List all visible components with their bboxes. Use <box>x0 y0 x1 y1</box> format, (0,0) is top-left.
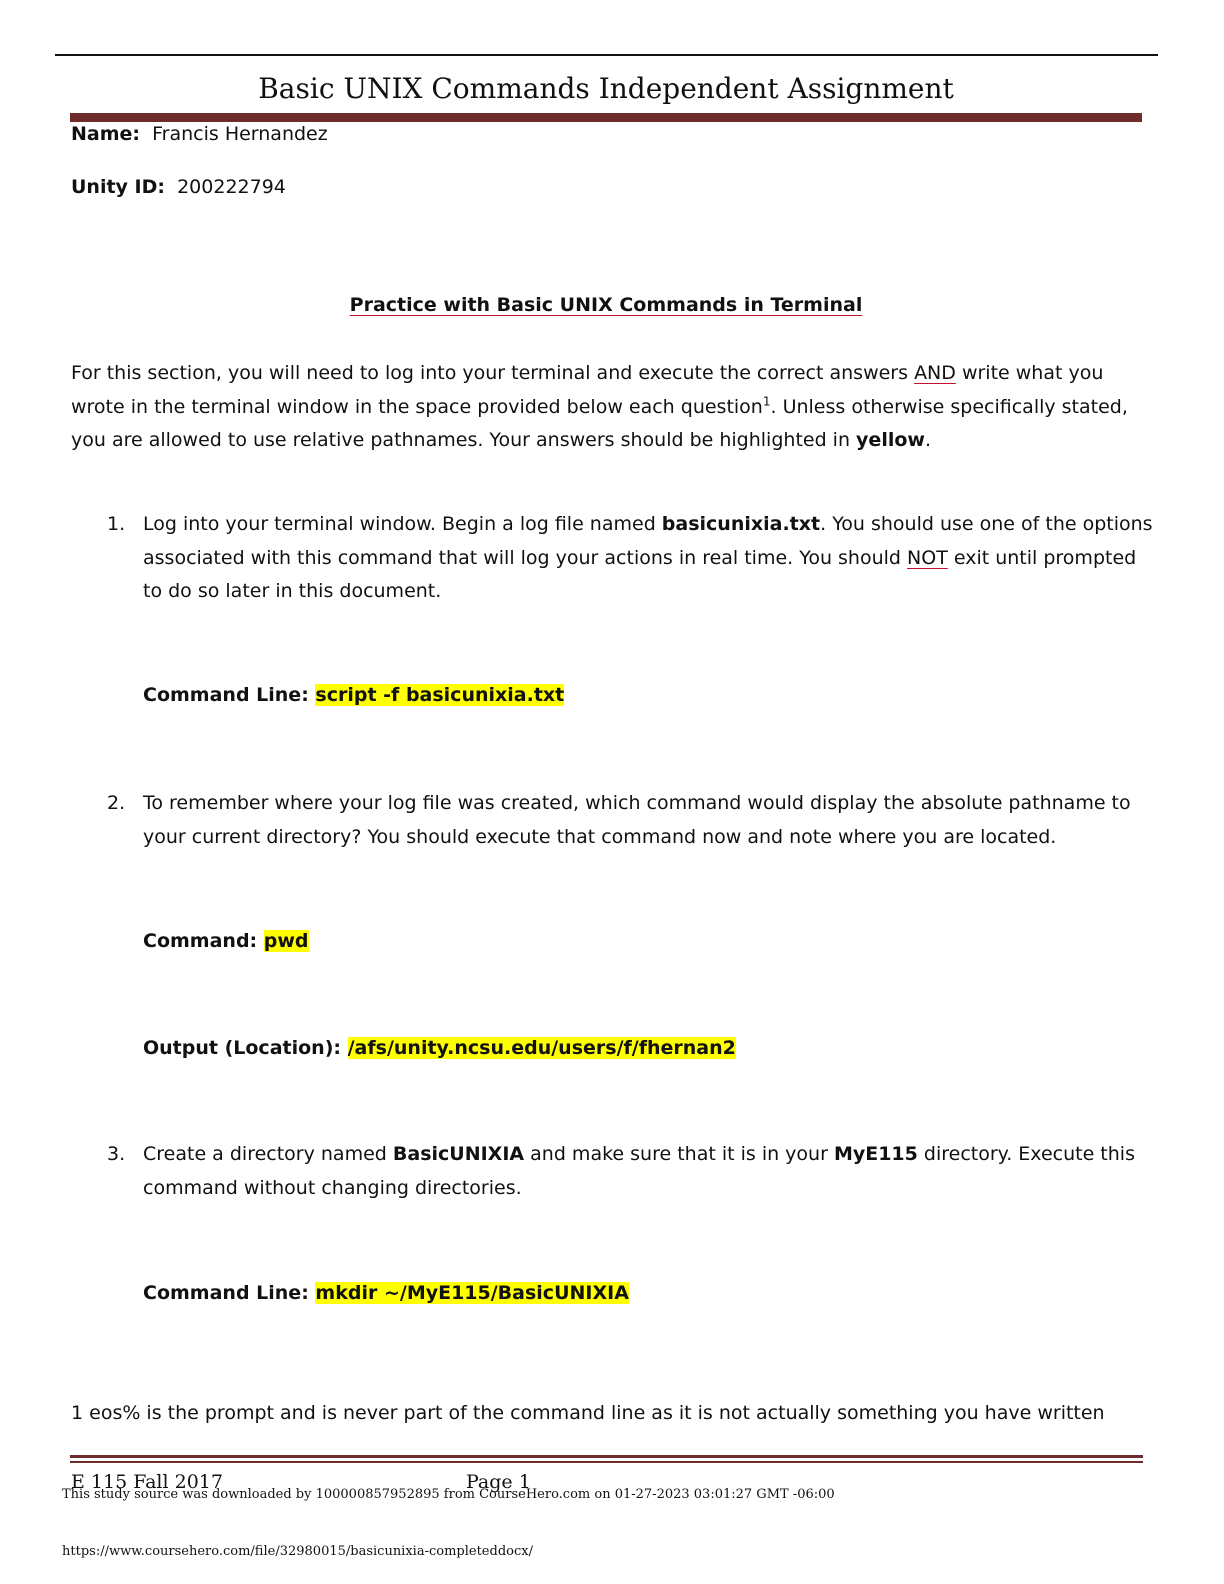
question-text: Create a directory named BasicUNIXIA and make sure that it is in your MyE115 directory. Execute this command without changing directories. <box>143 1143 1135 1199</box>
answer-2 <box>143 930 309 952</box>
answer-label: Command: <box>143 930 258 952</box>
unity-id-label: Unity ID: <box>71 176 165 198</box>
title-underline-bar <box>70 113 1142 122</box>
footer-page-number: Page 1 <box>466 1471 531 1493</box>
question-3 <box>107 1138 1157 1205</box>
answer-3 <box>143 1282 629 1304</box>
name-value: Francis Hernandez <box>152 123 328 145</box>
intro-paragraph: For this section, you will need to log into your terminal and execute the correct answers AND write what you wrote in the terminal window in the space provided below each question$^1$. Unless otherwise specifically stated, you are allowed to use relative pathnames. Your answers should be highlighted in yellow. <box>71 362 1128 451</box>
output-2 <box>143 1037 736 1059</box>
answer-label: Command Line: <box>143 1282 309 1304</box>
footnote-ref: 1 <box>762 394 771 409</box>
question-number: 2. <box>107 792 126 814</box>
download-watermark: This study source was downloaded by 100000857952895 from CourseHero.com on 01-27-2023 03:01:27 GMT -06:00 <box>62 1487 835 1502</box>
yellow-emphasis: yellow <box>856 429 925 451</box>
answer-label: Command Line: <box>143 684 309 706</box>
document-title: Basic UNIX Commands Independent Assignment <box>258 72 954 105</box>
footer-rule-thin <box>70 1461 1143 1463</box>
footnote: 1 eos% is the prompt and is never part of the command line as it is not actually something you have written <box>71 1402 1105 1424</box>
question-number: 1. <box>107 513 126 535</box>
question-text: Log into your terminal window. Begin a log file named basicunixia.txt. You should use one of the options associated with this command that will log your actions in real time. You should NOT exit until prompted to do so later in this document. <box>143 513 1153 602</box>
footer-rule <box>70 1455 1143 1458</box>
unity-id-field <box>71 176 286 198</box>
question-text: To remember where your log file was created, which command would display the absolute pathname to your current directory? You should execute that command now and note where you are located. <box>143 792 1131 848</box>
section-heading: Practice with Basic UNIX Commands in Terminal <box>349 294 863 316</box>
answer-value: mkdir ~/MyE115/BasicUNIXIA <box>315 1282 629 1304</box>
answer-1 <box>143 684 564 706</box>
not-emphasis: NOT <box>907 546 948 569</box>
question-2 <box>107 787 1157 854</box>
answer-value: pwd <box>263 930 309 952</box>
output-label: Output (Location): <box>143 1037 341 1059</box>
question-1 <box>107 508 1157 609</box>
question-number: 3. <box>107 1143 126 1165</box>
name-label: Name: <box>71 123 141 145</box>
name-field <box>71 123 328 145</box>
source-url[interactable]: https://www.coursehero.com/file/32980015/basicunixia-completeddocx/ <box>62 1544 533 1559</box>
unity-id-value: 200222794 <box>177 176 286 198</box>
output-value: /afs/unity.ncsu.edu/users/f/fhernan2 <box>347 1037 736 1059</box>
and-emphasis: AND <box>914 362 956 384</box>
footer-course: E 115 Fall 2017 <box>71 1471 223 1493</box>
header-top-rule <box>55 54 1158 56</box>
answer-value: script -f basicunixia.txt <box>315 684 565 706</box>
